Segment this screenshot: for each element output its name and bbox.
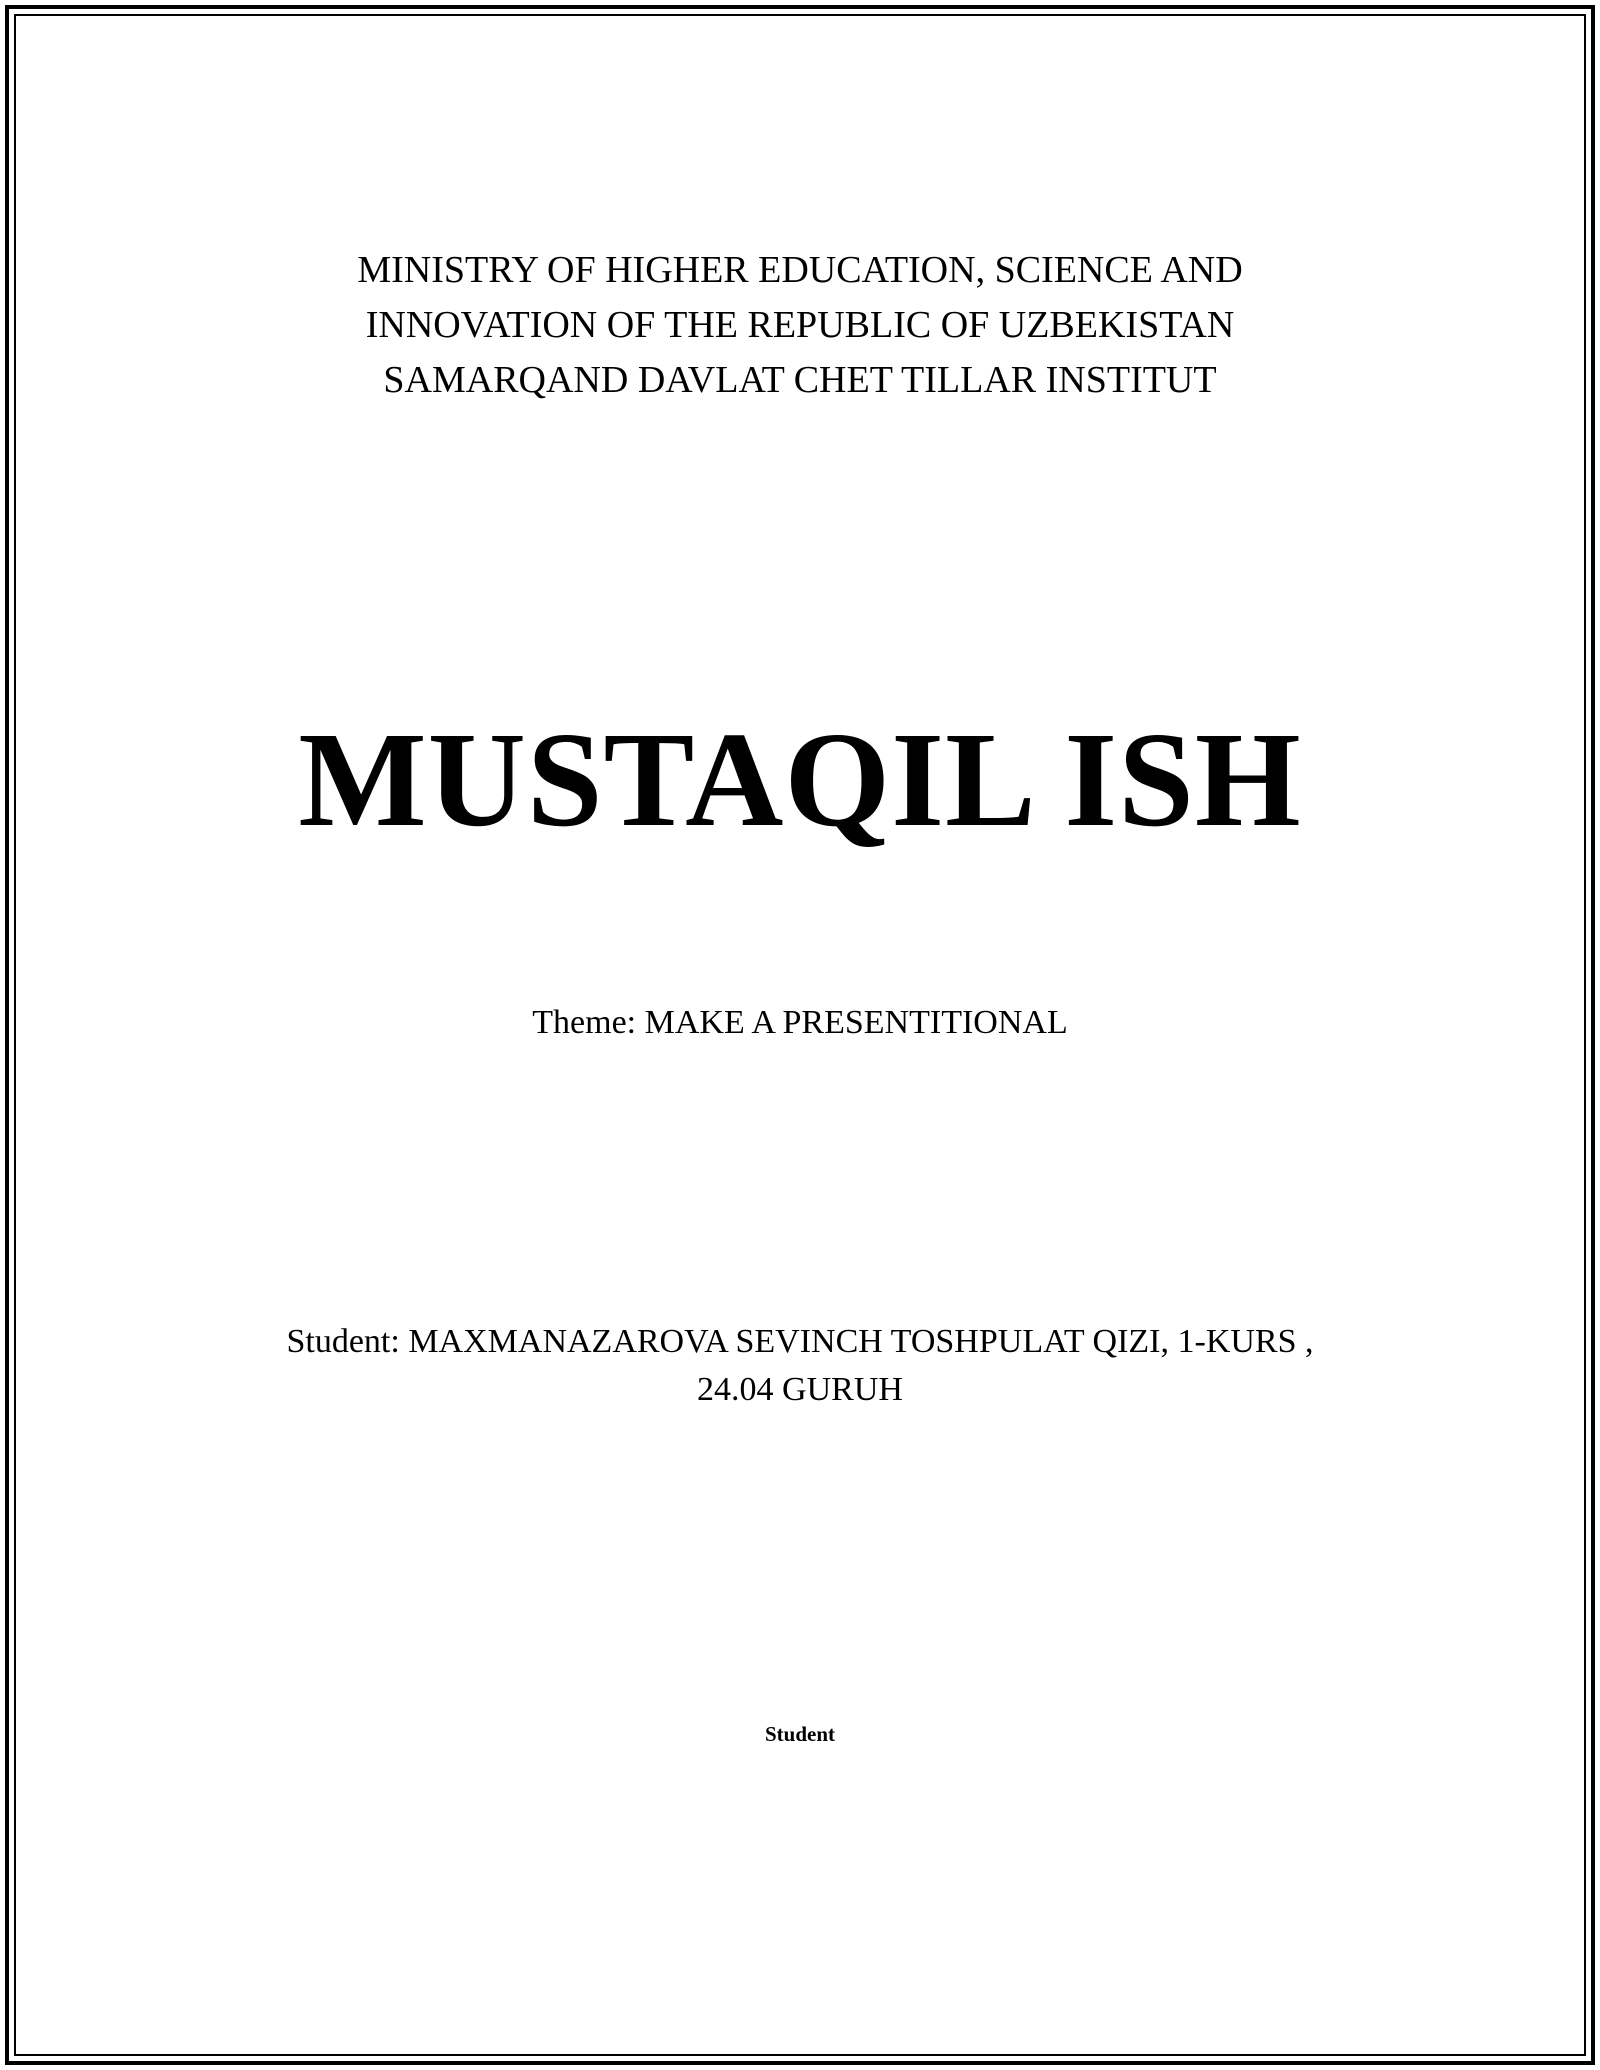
header-line-2: INNOVATION OF THE REPUBLIC OF UZBEKISTAN [365, 304, 1235, 346]
student-line-2: 24.04 GURUH [697, 1371, 903, 1408]
theme-line: Theme: MAKE A PRESENTITIONAL [532, 1004, 1068, 1041]
footer-student-label: Student [764, 1722, 836, 1746]
document-title: MUSTAQIL ISH [298, 705, 1302, 855]
student-info [0, 1318, 1600, 1414]
header-line-3: SAMARQAND DAVLAT CHET TILLAR INSTITUT [383, 359, 1217, 401]
student-line-1: Student: MAXMANAZAROVA SEVINCH TOSHPULAT QIZI, 1-KURS , [286, 1323, 1314, 1360]
header-line-1: MINISTRY OF HIGHER EDUCATION, SCIENCE AND [357, 249, 1243, 291]
institution-header [0, 243, 1600, 408]
